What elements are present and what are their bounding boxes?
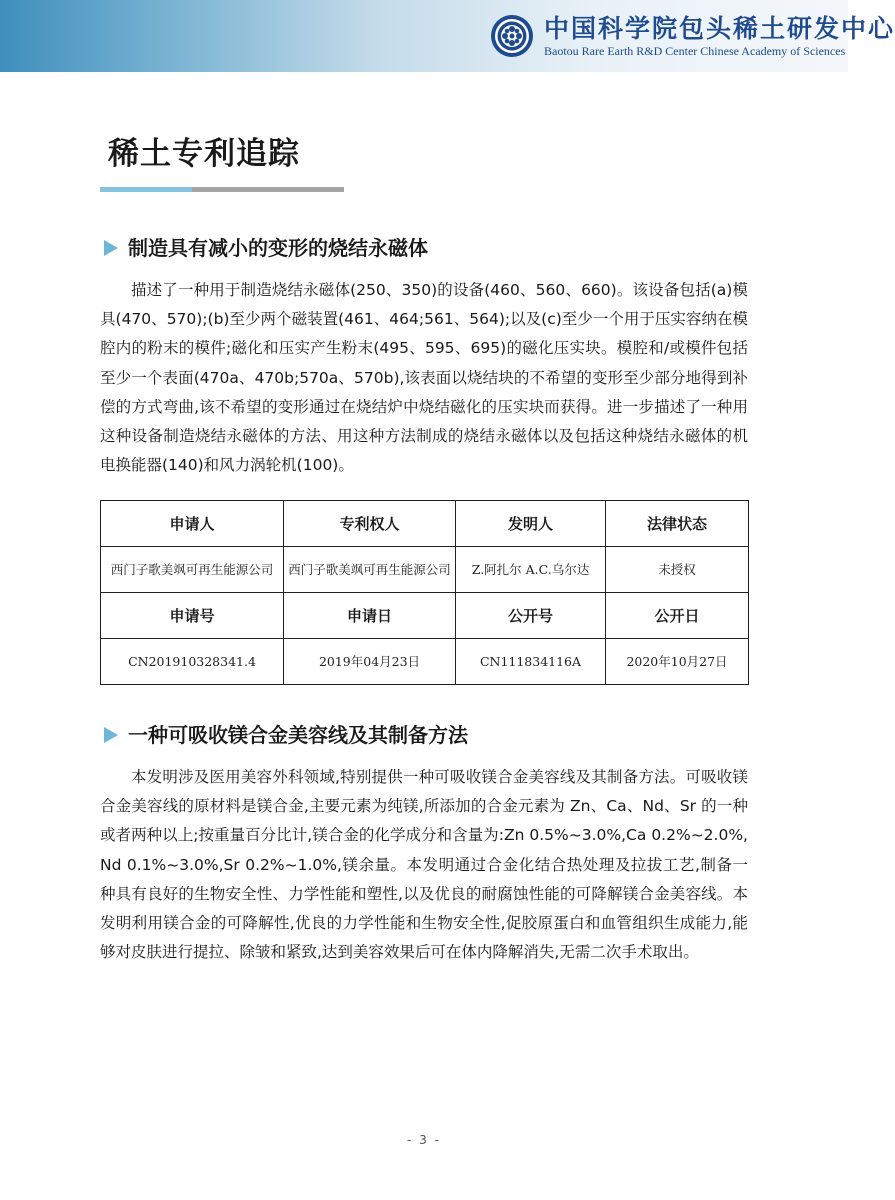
table-header-cell: 公开号 — [456, 593, 606, 639]
triangle-marker-icon — [104, 240, 118, 256]
table-header-row — [101, 501, 749, 547]
section-heading-1 — [104, 233, 428, 263]
table-cell: 未授权 — [606, 547, 749, 593]
header-banner — [0, 0, 895, 72]
patent-info-table — [100, 500, 749, 685]
table-header-cell: 法律状态 — [606, 501, 749, 547]
table-cell: CN201910328341.4 — [101, 639, 284, 685]
table-row — [101, 547, 749, 593]
table-cell: 西门子歌美飒可再生能源公司 — [284, 547, 456, 593]
section-body-2: 本发明涉及医用美容外科领域,特别提供一种可吸收镁合金美容线及其制备方法。可吸收镁合金美容线的原材料是镁合金,主要元素为纯镁,所添加的合金元素为 Zn、Ca、Nd、Sr 的一种或者两种以上;按重量百分比计,镁合金的化学成分和含量为:Zn 0.5%~3.0%,Ca 0.2%~2.0%,Nd 0.1%~3.0%,Sr 0.2%~1.0%,镁余量。本发明通过合金化结合热处理及拉拔工艺,制备一种具有良好的生物安全性、力学性能和塑性,以及优良的耐腐蚀性能的可降解镁合金美容线。本发明利用镁合金的可降解性,优良的力学性能和生物安全性,促胶原蛋白和血管组织生成能力,能够对皮肤进行提拉、除皱和紧致,达到美容效果后可在体内降解消失,无需二次手术取出。 — [100, 768, 748, 962]
table-header-cell: 申请日 — [284, 593, 456, 639]
org-name-cn: 中国科学院包头稀土研发中心 — [544, 14, 895, 43]
table-cell: CN111834116A — [456, 639, 606, 685]
page-number: - 3 - — [407, 1133, 441, 1147]
triangle-marker-icon — [104, 727, 118, 743]
section-heading-text: 制造具有减小的变形的烧结永磁体 — [128, 236, 428, 260]
org-name-en: Baotou Rare Earth R&D Center Chinese Academy of Sciences — [544, 44, 846, 58]
table-header-row — [101, 593, 749, 639]
table-cell: 2019年04月23日 — [284, 639, 456, 685]
page-title: 稀土专利追踪 — [108, 136, 300, 172]
table-cell: Z.阿扎尔 A.C.乌尔达 — [456, 547, 606, 593]
table-header-cell: 发明人 — [456, 501, 606, 547]
cas-seal-icon — [490, 14, 534, 58]
section-heading-2 — [104, 720, 468, 750]
table-cell: 2020年10月27日 — [606, 639, 749, 685]
table-header-cell: 专利权人 — [284, 501, 456, 547]
section-body-1: 描述了一种用于制造烧结永磁体(250、350)的设备(460、560、660)。该设备包括(a)模具(470、570);(b)至少两个磁装置(461、464;561、564);以及(c)至少一个用于压实容纳在模腔内的粉末的模件;磁化和压实产生粉末(495、595、695)的磁化压实块。模腔和/或模件包括至少一个表面(470a、470b;570a、570b),该表面以烧结块的不希望的变形至少部分地得到补偿的方式弯曲,该不希望的变形通过在烧结炉中烧结磁化的压实块而获得。进一步描述了一种用这种设备制造烧结永磁体的方法、用这种方法制成的烧结永磁体以及包括这种烧结永磁体的机电换能器(140)和风力涡轮机(100)。 — [100, 281, 748, 475]
table-header-cell: 公开日 — [606, 593, 749, 639]
section-heading-text: 一种可吸收镁合金美容线及其制备方法 — [128, 723, 468, 747]
table-cell: 西门子歌美飒可再生能源公司 — [101, 547, 284, 593]
title-underline-accent — [100, 187, 192, 192]
org-logo — [490, 12, 895, 62]
table-header-cell: 申请号 — [101, 593, 284, 639]
table-header-cell: 申请人 — [101, 501, 284, 547]
title-underline-grey — [192, 187, 344, 192]
table-row — [101, 639, 749, 685]
